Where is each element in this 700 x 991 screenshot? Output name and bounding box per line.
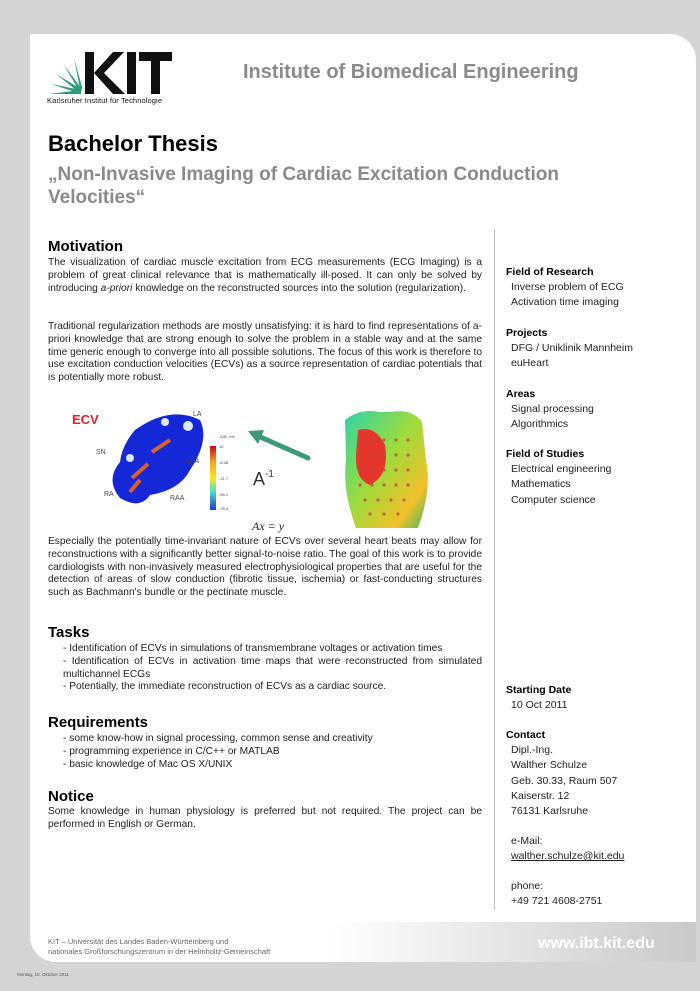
list-item: Electrical engineering (511, 463, 612, 476)
list-item: Signal processing (511, 403, 594, 416)
contact-line: 76131 Karlsruhe (511, 805, 589, 818)
field-of-research (506, 265, 686, 311)
notice-heading: Notice (48, 788, 94, 805)
motivation-paragraph-1: The visualization of cardiac muscle excitation from ECG measurements (ECG Imaging) is a problem of great clinical relevance that is mathematically ill-posed. It can only be solved by introducing a-priori knowledge on the reconstructed sources into the solution (regularization). (48, 257, 482, 294)
contact-line: Walther Schulze (511, 759, 588, 772)
email-block (506, 834, 686, 864)
colorbar-title: ΔΦ/, mV (220, 434, 236, 439)
label-sn: SN (96, 449, 106, 456)
footer-text (48, 937, 270, 957)
phone-label: phone: (511, 880, 544, 892)
colorbar-tick: 10 (219, 444, 224, 449)
contact-line: Geb. 30.33, Raum 507 (511, 774, 618, 787)
phone-value: +49 721 4608-2751 (511, 895, 603, 908)
footer-line: nationales Großforschungszentrum in der Helmholtz-Gemeinschaft (48, 947, 271, 956)
colorbar-tick: -21.7 (219, 476, 229, 481)
institute-name: Institute of Biomedical Engineering (243, 61, 579, 83)
list-item: - Potentially, the immediate reconstruction of ECVs as a cardiac source. (63, 681, 387, 693)
print-date-stamp: Montag, 10. Oktober 2011 (17, 972, 69, 977)
phone-block (506, 879, 686, 909)
label-raa: RAA (170, 495, 185, 502)
areas-label: Areas (506, 388, 536, 400)
list-item: Algorithmics (511, 418, 569, 431)
sidebar-divider (494, 229, 495, 910)
thesis-type: Bachelor Thesis (48, 131, 218, 156)
list-item: - Identification of ECVs in simulations of transmembrane voltages or activation times (63, 643, 443, 654)
projects-label: Projects (506, 327, 548, 339)
arrow-icon (258, 436, 308, 458)
contact-line: Kaiserstr. 12 (511, 789, 570, 802)
starting-date (506, 683, 686, 713)
label-la: LA (193, 411, 202, 418)
tasks-heading: Tasks (48, 624, 90, 641)
list-item: Mathematics (511, 478, 571, 491)
colorbar (210, 446, 216, 510)
equation: Ax = y (252, 519, 285, 533)
footer-url[interactable]: www.ibt.kit.edu (538, 935, 655, 952)
notice-text: Some knowledge in human physiology is preferred but not required. The project can be performed in English or German. (48, 806, 482, 830)
tasks-list (48, 643, 482, 694)
list-item: Computer science (511, 493, 596, 506)
list-item: Activation time imaging (511, 296, 619, 309)
colorbar-tick: -8.38 (219, 460, 229, 465)
field-of-studies (506, 447, 686, 508)
projects (506, 326, 686, 372)
ecv-figure (60, 400, 460, 535)
field-label: Field of Research (506, 266, 594, 278)
colorbar-tick: -78.4 (219, 506, 229, 511)
areas (506, 387, 686, 433)
start-value: 10 Oct 2011 (511, 699, 568, 712)
list-item: DFG / Uniklinik Mannheim (511, 342, 633, 355)
contact-line: Dipl.-Ing. (511, 744, 554, 757)
start-label: Starting Date (506, 684, 572, 696)
label-laa: LAA (186, 458, 200, 465)
list-item: euHeart (511, 357, 549, 370)
operator-label: $A^{-1}$ (253, 469, 274, 489)
email-label: e-Mail: (511, 835, 543, 847)
studies-label: Field of Studies (506, 448, 585, 460)
requirements-heading: Requirements (48, 714, 149, 731)
list-item: Inverse problem of ECG (511, 281, 624, 294)
contact (506, 728, 686, 819)
ecv-label: ECV (72, 412, 99, 427)
list-item: - basic knowledge of Mac OS X/UNIX (63, 758, 233, 770)
label-ra: RA (104, 491, 114, 498)
thesis-title: „Non-Invasive Imaging of Cardiac Excitation Conduction Velocities“ (48, 164, 559, 208)
colorbar-tick: -55.1 (219, 492, 229, 497)
list-item: - Identification of ECVs in activation time maps that were reconstructed from simulated multichannel ECGs (63, 655, 482, 680)
logo-subtitle: Karlsruher Institut für Technologie (47, 96, 163, 105)
list-item: - some know-how in signal processing, common sense and creativity (63, 733, 373, 744)
footer-line: KIT – Universität des Landes Baden-Württemberg und (48, 937, 229, 946)
motivation-heading: Motivation (48, 238, 123, 255)
motivation-paragraph-3: Especially the potentially time-invariant nature of ECVs over several heart beats may allow for reconstructions with a significantly better signal-to-noise ratio. The goal of this work is to provide cardiologists with non-invasively measured electrophysiological properties that are useful for the detection of areas of slow conduction (fibrotic tissue, ischemia) or fast-conducting structures such as Bachmann's bundle or the pectinate muscle. (48, 536, 482, 599)
email-link[interactable]: walther.schulze@kit.edu (511, 850, 625, 863)
contact-label: Contact (506, 729, 546, 741)
requirements-list (48, 733, 482, 771)
motivation-paragraph-2: Traditional regularization methods are mostly unsatisfying: it is hard to find representations of a-priori knowledge that are strong enough to solve the problem in a stable way and at the same time generic enough to converge into all possible solutions. The focus of this work is therefore to use excitation conduction velocities (ECVs) as a source representation of cardiac potentials that is potentially more robust. (48, 321, 482, 384)
list-item: - programming experience in C/C++ or MATLAB (63, 745, 280, 757)
